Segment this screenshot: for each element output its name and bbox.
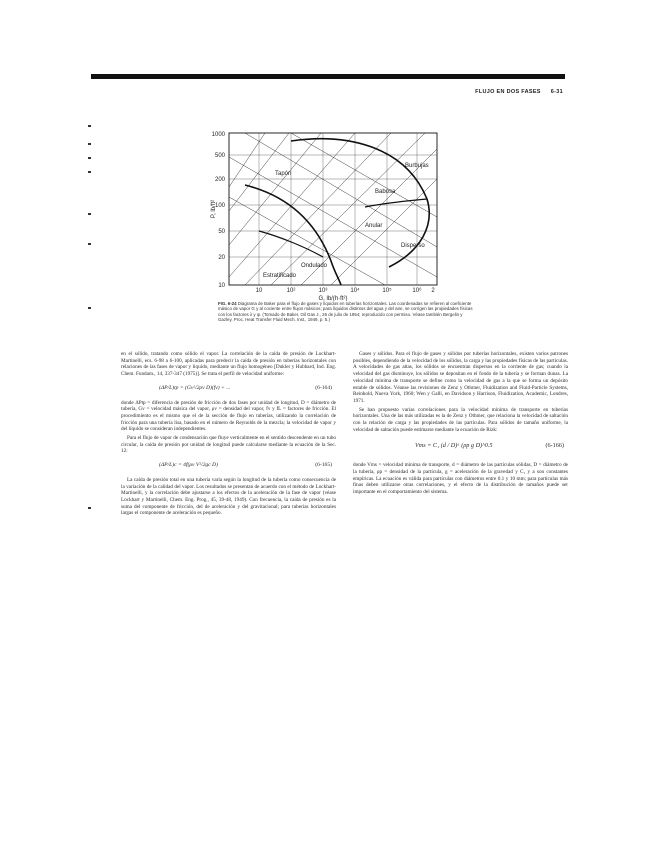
region-label-wave: Ondulado <box>301 263 328 269</box>
paragraph: La caída de presión total en una tubería varía según la longitud de la tubería como consecuencia de la variación de la calidad del vapor. Los resultados se presentan de acuerdo con el método de Lockhart-Martinelli, y la correlación debe ajustarse a los efectos de la aceleración de la fase de vapor (véase Lockhart y Martinelli, Chem. Eng. Prog., 45, 39-48, 1949). Con frecuencia, la caída de presión es la suma del componente de fricción, del de aceleración y del gravitacional; para tuberías horizontales largas el componente de aceleración es pequeño. <box>121 476 336 517</box>
equation-6-166 <box>353 443 568 450</box>
y-tick: 500 <box>214 153 225 159</box>
baker-flow-pattern-figure <box>205 127 473 301</box>
y-tick: 1000 <box>211 132 225 138</box>
running-head <box>363 89 563 95</box>
x-tick: 10 <box>255 288 263 294</box>
plot-frame <box>229 133 437 285</box>
paragraph: donde ΔPtp = diferencia de presión de fricción de dos fases por unidad de longitud, D = diámetro de tubería, Gv = velocidad másica del vapor, ρv = densidad del vapor, fv y fL = factores de fricción. El procedimiento es el mismo que el de la sección de flujo en tuberías, utilizando la correlación de fricción para una tubería lisa, basado en el número de Reynolds de la mezcla; la velocidad de vapor y del líquido se consideran independientes. <box>121 399 336 433</box>
paragraph: Gases y sólidos. Para el flujo de gases y sólidos por tuberías horizontales, existen varios patrones posibles, dependiendo de la velocidad de los sólidos, la carga y las propiedades físicas de las partículas. A velocidades de gas altas, los sólidos se encuentran dispersos en la corriente de gas; cuando la velocidad del gas disminuye, los sólidos se depositan en el fondo de la tubería y se forman dunas. La velocidad mínima de transporte se define como la velocidad de gas a la que se forma un depósito estable de sólidos. Véanse las revisiones de Zenz y Othmer, Fluidization and Fluid-Particle Systems, Reinhold, Nueva York, 1960; Wen y Galli, en Davidson y Harrison, Fluidization, Academic, Londres, 1971. <box>353 351 568 404</box>
x-tick: 10⁵ <box>382 288 392 294</box>
equation-number: (6-164) <box>315 384 332 391</box>
equation-6-165 <box>121 462 336 469</box>
x-tick: 10⁴ <box>350 288 360 294</box>
x-axis-label: G, lb/(h·ft²) <box>318 296 348 301</box>
region-label-plug: Tapón <box>275 171 292 177</box>
figure-caption <box>218 301 476 323</box>
flow-map-plot <box>205 127 473 301</box>
y-axis-label: P, lb/ft² <box>211 199 217 219</box>
region-label-bubble: Burbujas <box>405 163 429 169</box>
top-rule <box>91 74 565 79</box>
y-tick: 10 <box>218 283 225 289</box>
x-tick: 2 <box>431 288 435 294</box>
region-label-slug: Babosa <box>375 189 396 195</box>
right-column <box>353 351 568 498</box>
equation-number: (6-166) <box>545 442 564 450</box>
page-number: 6-31 <box>550 89 563 95</box>
equation-body: Vms = C₁ (d / D)ᵃ (ρp g D)^0.5 <box>415 442 493 450</box>
left-column <box>121 351 336 519</box>
y-tick: 100 <box>214 203 225 209</box>
region-label-stratified: Estratificado <box>263 273 297 279</box>
y-tick: 20 <box>218 255 225 261</box>
equation-body: (ΔP/L)c = 4f(ρv V²/2gc D) <box>159 462 218 469</box>
figure-caption-label: FIG. 6-24 <box>218 301 237 306</box>
x-tick: 10⁶ <box>412 288 422 294</box>
region-label-dispersed: Disperso <box>401 243 425 249</box>
paragraph: donde Vms = velocidad mínima de transporte, d = diámetro de las partículas sólidas, D = diámetro de la tubería, ρp = densidad de la partícula, g = aceleración de la gravedad y C₁ y a son constantes empíricas. La ecuación es válida para partículas con diámetros entre 0.1 y 10 mm; para partículas más finas deben utilizarse otras correlaciones, y el efecto de la distribución de tamaños puede ser importante en el comportamiento del sistema. <box>353 462 568 495</box>
paragraph: en el sólido, tratando como sólido el vapor. La correlación de la caída de presión de Lockhart-Martinelli, ecs. 6-98 a 6-100, aplicadas para predecir la caída de presión en tuberías horizontales con relaciones de las fases de vapor y líquido, mediante un flujo homogéneo [Dukler y Hubbard, Ind. Eng. Chem. Fundam., 14, 337-347 (1975)]. Se trata el perfil de velocidad uniforme: <box>121 351 336 378</box>
equation-number: (6-165) <box>315 462 332 469</box>
paragraph: Se han propuesto varias correlaciones para la velocidad mínima de transporte en tuberías horizontales. Una de las más utilizadas es la de Zenz y Othmer, que relaciona la velocidad de saltación con la relación de carga y las propiedades de las partículas. Para sólidos de tamaño uniforme, la velocidad de saltación puede estimarse mediante la ecuación de Rizk: <box>353 406 568 433</box>
y-tick: 50 <box>218 229 225 235</box>
x-tick: 10³ <box>318 288 328 294</box>
paragraph: Para el flujo de vapor de condensación que fluye verticalmente en el sentido descendente en un tubo circular, la caída de presión por unidad de longitud puede calcularse mediante la ecuación de la Sec. 12: <box>121 435 336 455</box>
running-title: FLUJO EN DOS FASES <box>475 89 541 95</box>
y-tick: 200 <box>214 177 225 183</box>
x-tick: 10² <box>286 288 296 294</box>
figure-caption-text: Diagrama de Baker para el flujo de gases y líquidos en tuberías horizontales. Las coordenadas se refieren al coeficiente másico de vapor G y al cociente entre flujos másicos; para líquidos distintos del agua y del aire, se corrigen las propiedades físicas con los factores λ y ψ. (Tomado de Baker, Oil Gas J., 26 de julio de 1954; reproducido con permiso. Véase también Bergelin y Gazley, Proc. Heat Transfer Fluid Mech. Inst., 1949, p. 5.) <box>218 301 473 323</box>
equation-6-164 <box>121 385 336 392</box>
margin-marks <box>88 125 98 545</box>
region-label-annular: Anular <box>365 223 383 229</box>
equation-body: (ΔP/L)tp = (Gv²/2ρv D)(fv) + ... <box>159 384 231 391</box>
